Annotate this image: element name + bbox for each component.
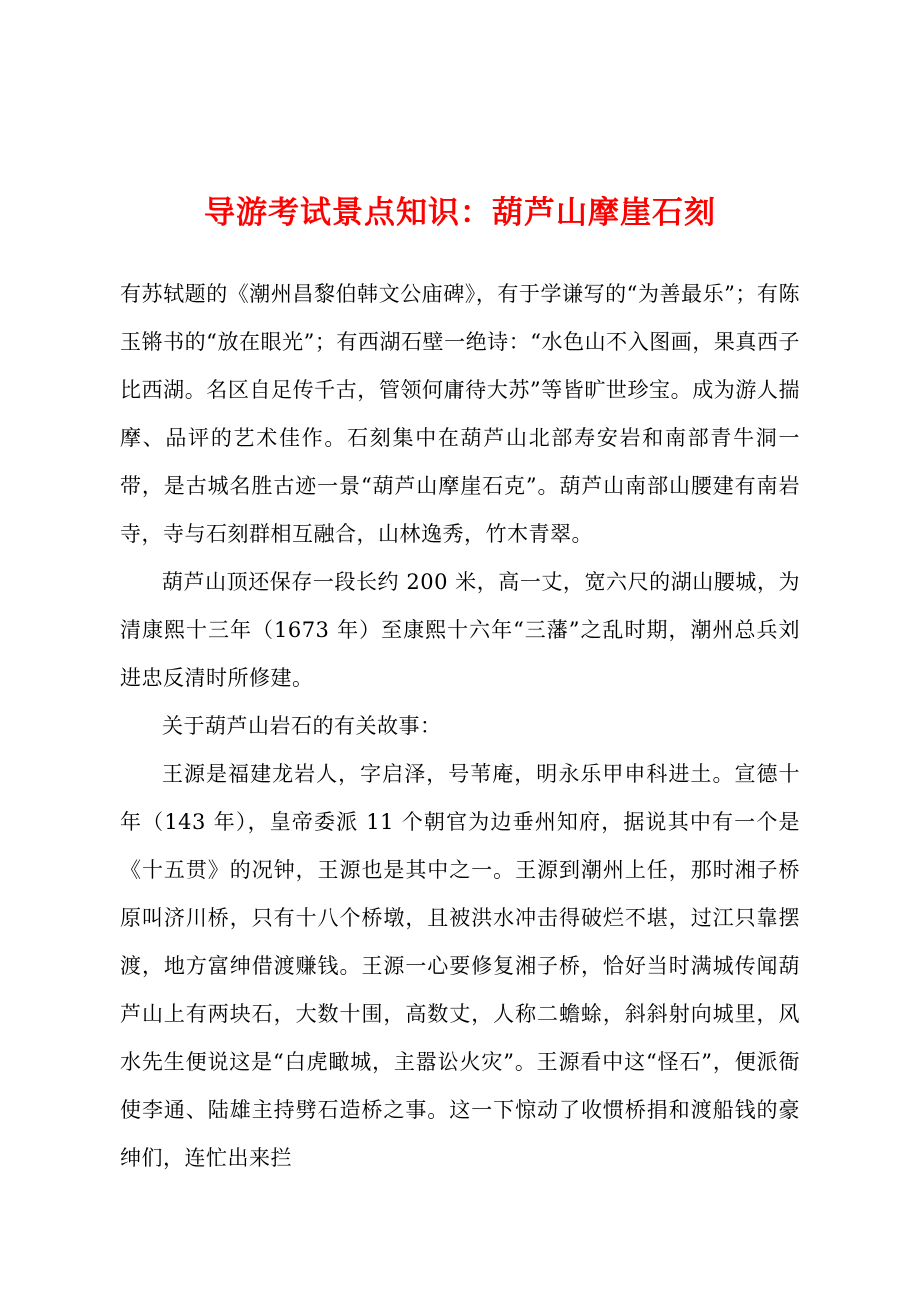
document-title: 导游考试景点知识：葫芦山摩崖石刻 — [204, 195, 716, 231]
paragraph-hushan-wall: 葫芦山顶还保存一段长约 200 米，高一丈，宽六尺的湖山腰城，为清康熙十三年（1673 年）至康熙十六年“三藩”之乱时期，潮州总兵刘进忠反清时所修建。 — [120, 570, 800, 690]
paragraph-story-heading: 关于葫芦山岩石的有关故事： — [162, 714, 442, 738]
paragraph-stone-inscriptions: 有苏轼题的《潮州昌黎伯韩文公庙碑》，有于学谦写的“为善最乐”；有陈玉锵书的“放在眼光”；有西湖石壁一绝诗：“水色山不入图画，果真西子比西湖。名区自足传千古，管领何庸待大苏”等皆旷世珍宝。成为游人揣摩、品评的艺术佳作。石刻集中在葫芦山北部寿安岩和南部青牛洞一带，是古城名胜古迹一景“葫芦山摩崖石克”。葫芦山南部山腰建有南岩寺，寺与石刻群相互融合，山林逸秀，竹木青翠。 — [120, 282, 800, 546]
document-body — [120, 270, 800, 1182]
paragraph-wangyuan-story: 王源是福建龙岩人，字启泽，号苇庵，明永乐甲申科进土。宣德十年（143 年），皇帝委派 11 个朝官为边垂州知府，据说其中有一个是《十五贯》的况钟，王源也是其中之一。王源到潮州上任，那时湘子桥原叫济川桥，只有十八个桥墩，且被洪水冲击得破烂不堪，过江只靠摆渡，地方富绅借渡赚钱。王源一心要修复湘子桥，恰好当时满城传闻葫芦山上有两块石，大数十围，高数丈，人称二蟾蜍，斜斜射向城里，风水先生便说这是“白虎瞰城，主嚣讼火灾”。王源看中这“怪石”，便派衙使李通、陆雄主持劈石造桥之事。这一下惊动了收惯桥捐和渡船钱的豪绅们，连忙出来拦 — [120, 762, 800, 1170]
